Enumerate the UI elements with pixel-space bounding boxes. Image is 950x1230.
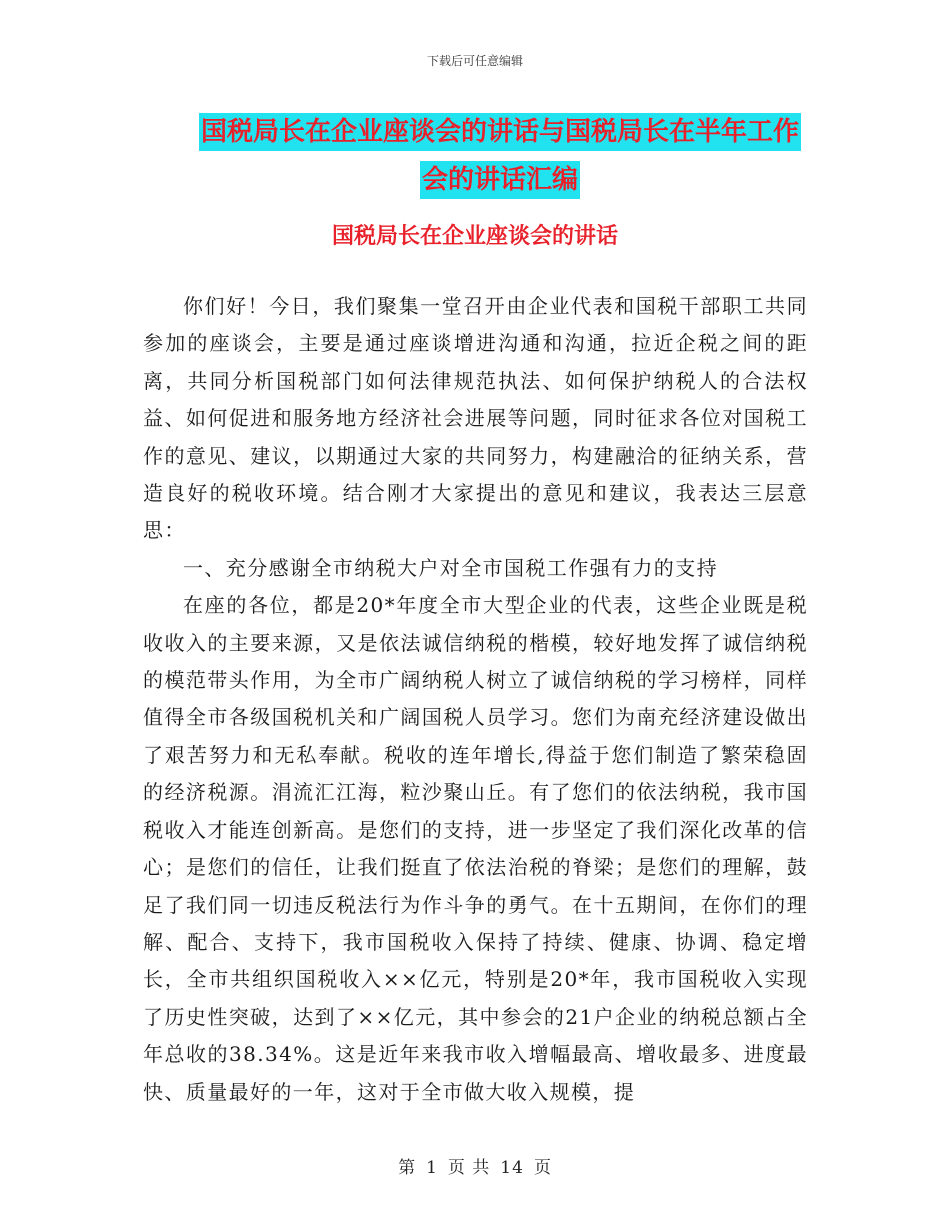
document-title [190, 108, 810, 204]
paragraph-body-1: 在座的各位，都是20*年度全市大型企业的代表，这些企业既是税收收入的主要来源，又是依法诚信纳税的楷模，较好地发挥了诚信纳税的模范带头作用，为全市广阔纳税人树立了诚信纳税的学习榜样，同样值得全市各级国税机关和广阔国税人员学习。您们为南充经济建设做出了艰苦努力和无私奉献。税收的连年增长,得益于您们制造了繁荣稳固的经济税源。涓流汇江海，粒沙聚山丘。有了您们的依法纳税，我市国税收入才能连创新高。是您们的支持，进一步坚定了我们深化改革的信心；是您们的信任，让我们挺直了依法治税的脊梁；是您们的理解，鼓足了我们同一切违反税法行为作斗争的勇气。在十五期间，在你们的理解、配合、支持下，我市国税收入保持了持续、健康、协调、稳定增长，全市共组织国税收入××亿元，特别是20*年，我市国税收入实现了历史性突破，达到了××亿元，其中参会的21户企业的纳税总额占全年总收的38.34%。这是近年来我市收入增幅最高、增收最多、进度最快、质量最好的一年，这对于全市做大收入规模，提 [143, 593, 808, 1104]
paragraph-intro: 你们好！今日，我们聚集一堂召开由企业代表和国税干部职工共同参加的座谈会，主要是通过座谈增进沟通和沟通，拉近企税之间的距离，共同分析国税部门如何法律规范执法、如何保护纳税人的合法权益、如何促进和服务地方经济社会进展等问题，同时征求各位对国税工作的意见、建议，以期通过大家的共同努力，构建融洽的征纳关系，营造良好的税收环境。结合刚才大家提出的意见和建议，我表达三层意思： [143, 294, 808, 543]
page-number: 1 [426, 1158, 438, 1178]
page-footer [0, 1153, 950, 1178]
header-note: 下载后可任意编辑 [426, 54, 523, 68]
page-prefix: 第 [398, 1158, 417, 1178]
paragraph-heading-1: 一、充分感谢全市纳税大户对全市国税工作强有力的支持 [183, 555, 718, 580]
page-suffix: 页 [533, 1158, 552, 1178]
document-title-text: 国税局长在企业座谈会的讲话与国税局长在半年工作会的讲话汇编 [199, 113, 801, 199]
document-body [143, 288, 808, 1111]
page-mid: 页 共 [447, 1158, 491, 1178]
section-title: 国税局长在企业座谈会的讲话 [331, 223, 618, 249]
total-pages: 14 [500, 1158, 524, 1178]
